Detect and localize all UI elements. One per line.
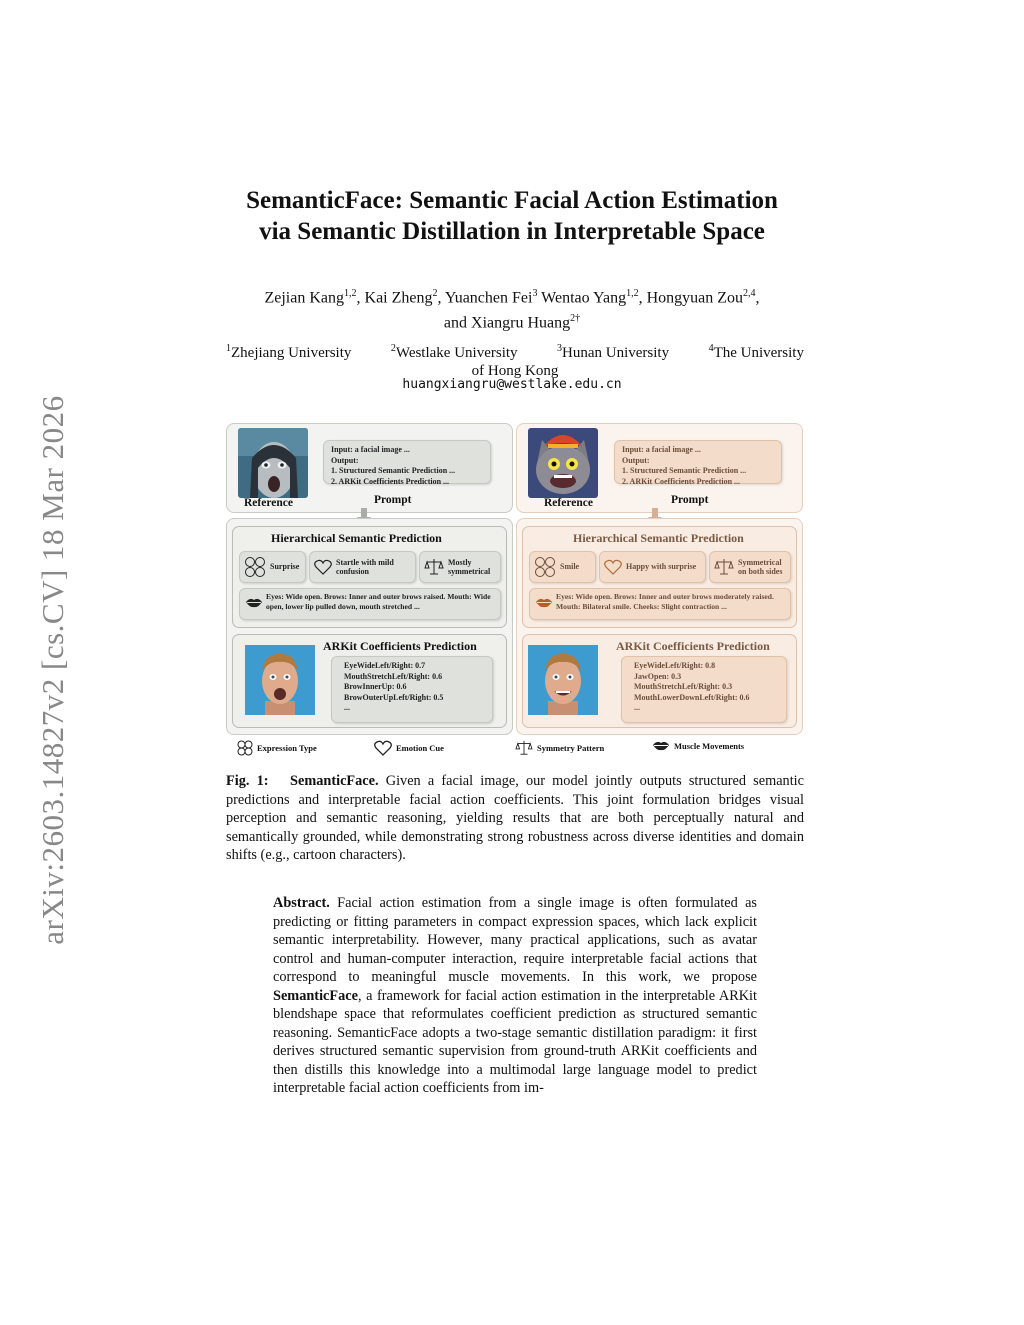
prompt-box-left <box>323 440 491 484</box>
lips-icon <box>652 740 670 751</box>
author-name: , Yuanchen Fei <box>437 289 533 307</box>
arkit-title-right: ARKit Coefficients Prediction <box>616 639 770 653</box>
coefficient-line: EyeWideLeft/Right: 0.7 <box>344 661 426 670</box>
scale-icon <box>424 558 444 576</box>
affiliation-sup: 2 <box>390 343 396 354</box>
muscle-chip-left <box>239 588 501 620</box>
expression-type-icon <box>534 556 556 578</box>
arxiv-stamp-text: arXiv:2603.14827v2 [cs.CV] 18 Mar 2026 <box>35 395 70 945</box>
emotion-value: Happy with surprise <box>626 562 697 572</box>
emotion-chip-right <box>599 551 706 583</box>
reference-face-cartoon-icon <box>528 428 598 498</box>
affiliation-sup: 4 <box>708 343 714 354</box>
author-sup: 2 <box>432 288 438 299</box>
affiliation-name: Hunan University <box>562 345 670 361</box>
avatar-face-smiling-icon <box>528 645 598 715</box>
symmetry-value: Mostly symmetrical <box>448 557 491 576</box>
affiliations <box>226 340 804 380</box>
prompt-box-right <box>614 440 782 484</box>
heart-icon <box>604 559 622 575</box>
author-sup: 1,2 <box>626 288 639 299</box>
author-sup: 3 <box>532 288 538 299</box>
figure-caption <box>226 772 804 865</box>
author-name: Wentao Yang <box>537 289 627 307</box>
avatar-face-surprised-icon <box>245 645 315 715</box>
symmetry-chip-left <box>419 551 501 583</box>
reference-label-right: Reference <box>544 497 593 509</box>
hsp-title-left: Hierarchical Semantic Prediction <box>271 531 442 545</box>
coefficient-line: MouthStretchLeft/Right: 0.3 <box>634 682 733 691</box>
affiliation-sup: 1 <box>226 343 231 354</box>
expression-type-icon <box>237 740 253 756</box>
arkit-title-left: ARKit Coefficients Prediction <box>323 639 477 653</box>
affiliation-4-cont: of Hong Kong <box>471 363 559 379</box>
scale-icon <box>714 558 734 576</box>
author-name: Zejian Kang <box>264 289 345 307</box>
heart-icon <box>374 740 392 756</box>
author-name: , Hongyuan Zou <box>638 289 744 307</box>
expression-chip-right <box>529 551 596 583</box>
prompt-line: 2. ARKit Coefficients Prediction ... <box>622 476 741 486</box>
abstract-text-2: , a framework for facial action estimation in the interpretable ARKit blendshape space that reformulates coefficient prediction as structured semantic reasoning. SemanticFace adopts a two-stage semantic distillation paradigm: it first derives structured semantic supervision from ground-truth ARKit coefficients and then distills this knowledge into a multimodal large language model to predict interpretable facial action coefficients from im- <box>273 987 757 1096</box>
prompt-line: Output: <box>331 455 359 465</box>
author-sup: 1,2 <box>344 288 357 299</box>
symmetry-chip-right <box>709 551 791 583</box>
arxiv-stamp <box>33 370 73 970</box>
author-sup: 2,4 <box>743 288 756 299</box>
author-sep: , <box>755 289 760 307</box>
caption-text: Given a facial image, our model jointly outputs structured semantic predictions and interpretable facial action coefficients. This joint formulation bridges visual perception and semantic reasoning, yielding results that are both perceptually natural and semantically grounded, while demonstrating strong robustness across diverse identities and domain shifts (e.g., cartoon characters). <box>226 773 804 863</box>
coefficient-line: BrowOuterUpLeft/Right: 0.5 <box>344 692 444 702</box>
author-line-2 <box>200 308 824 333</box>
symmetry-value: Symmetrical on both sides <box>738 557 783 576</box>
author-name: , Kai Zheng <box>356 289 433 307</box>
author-line-1 <box>200 283 824 308</box>
coefficient-line: ... <box>344 703 350 712</box>
abstract-label: Abstract. <box>273 895 330 911</box>
muscle-chip-right <box>529 588 791 620</box>
caption-bold: SemanticFace. <box>290 773 379 789</box>
reference-label-left: Reference <box>244 497 293 509</box>
reference-image-right <box>528 428 598 498</box>
abstract-bold: SemanticFace <box>273 987 358 1004</box>
prompt-line: 1. Structured Semantic Prediction ... <box>331 466 456 475</box>
muscle-value: Eyes: Wide open. Brows: Inner and outer brows raised. Mouth: Wide open, lower lip pulled down, mouth stretched ... <box>266 592 491 611</box>
legend-label: Expression Type <box>257 743 317 753</box>
legend-symmetry-pattern <box>515 740 604 756</box>
affiliation-3 <box>557 340 669 362</box>
coefficients-box-right <box>621 656 787 723</box>
expression-type-icon <box>244 556 266 578</box>
legend-emotion-cue <box>374 740 444 756</box>
expression-chip-left <box>239 551 306 583</box>
emotion-value: Startle with mild confusion <box>336 557 394 576</box>
coefficient-line: MouthStretchLeft/Right: 0.6 <box>344 671 443 681</box>
reference-face-realistic-icon <box>238 428 308 498</box>
affiliation-2 <box>391 340 518 362</box>
legend-label: Symmetry Pattern <box>537 743 605 753</box>
reference-image-left <box>238 428 308 498</box>
author-name: and Xiangru Huang <box>443 314 571 332</box>
caption-label: Fig. 1: <box>226 773 269 789</box>
avatar-render-right <box>528 645 598 715</box>
coefficient-line: EyeWideLeft/Right: 0.8 <box>634 661 716 670</box>
heart-icon <box>314 559 332 575</box>
paper-title <box>200 185 824 247</box>
prompt-label-left: Prompt <box>374 494 412 506</box>
emotion-chip-left <box>309 551 416 583</box>
author-list <box>200 283 824 334</box>
legend-label: Emotion Cue <box>396 743 444 753</box>
coefficient-line: ... <box>634 703 640 712</box>
affiliation-name: Westlake University <box>395 345 518 361</box>
prompt-line: 2. ARKit Coefficients Prediction ... <box>331 476 450 486</box>
coefficients-box-left <box>331 656 493 723</box>
affiliation-sup: 3 <box>557 343 563 354</box>
coefficient-line: MouthLowerDownLeft/Right: 0.6 <box>634 692 750 702</box>
hsp-title-right: Hierarchical Semantic Prediction <box>573 531 744 545</box>
prompt-line: Output: <box>622 455 650 465</box>
abstract-text-1: Facial action estimation from a single image is often formulated as predicting or fitting parameters in compact expression spaces, which lack explicit semantic interpretability. However, many practical applications, such as avatar control and human-computer interaction, require interpretable facial actions that correspond to meaningful muscle movements. In this work, we propose <box>273 895 758 985</box>
author-sup: 2† <box>570 313 581 325</box>
legend-label: Muscle Movements <box>674 740 745 751</box>
title-line-1: SemanticFace: Semantic Facial Action Estimation <box>246 187 778 214</box>
affiliation-name: Zhejiang University <box>231 345 352 361</box>
scale-icon <box>515 740 533 756</box>
affiliation-4 <box>709 340 804 362</box>
prompt-line: Input: a facial image ... <box>331 445 410 454</box>
avatar-render-left <box>245 645 315 715</box>
prompt-label-right: Prompt <box>671 494 709 506</box>
coefficient-line: BrowInnerUp: 0.6 <box>344 682 407 691</box>
muscle-value: Eyes: Wide open. Brows: Inner and outer brows moderately raised. Mouth: Bilateral smile. Cheeks: Slight contraction ... <box>556 592 774 611</box>
affiliation-1 <box>226 340 351 362</box>
contact-email: huangxiangru@westlake.edu.cn <box>402 377 622 392</box>
lips-icon <box>535 597 553 608</box>
abstract <box>273 894 757 1098</box>
coefficient-line: JawOpen: 0.3 <box>634 671 682 681</box>
prompt-line: Input: a facial image ... <box>622 445 701 454</box>
affiliation-name: The University <box>713 345 804 361</box>
lips-icon <box>245 597 263 608</box>
expression-value: Surprise <box>270 562 300 572</box>
legend-expression-type <box>237 740 317 756</box>
legend-muscle-movements <box>652 740 744 751</box>
prompt-line: 1. Structured Semantic Prediction ... <box>622 466 747 475</box>
expression-value: Smile <box>560 562 580 572</box>
title-line-2: via Semantic Distillation in Interpretable Space <box>259 218 765 245</box>
